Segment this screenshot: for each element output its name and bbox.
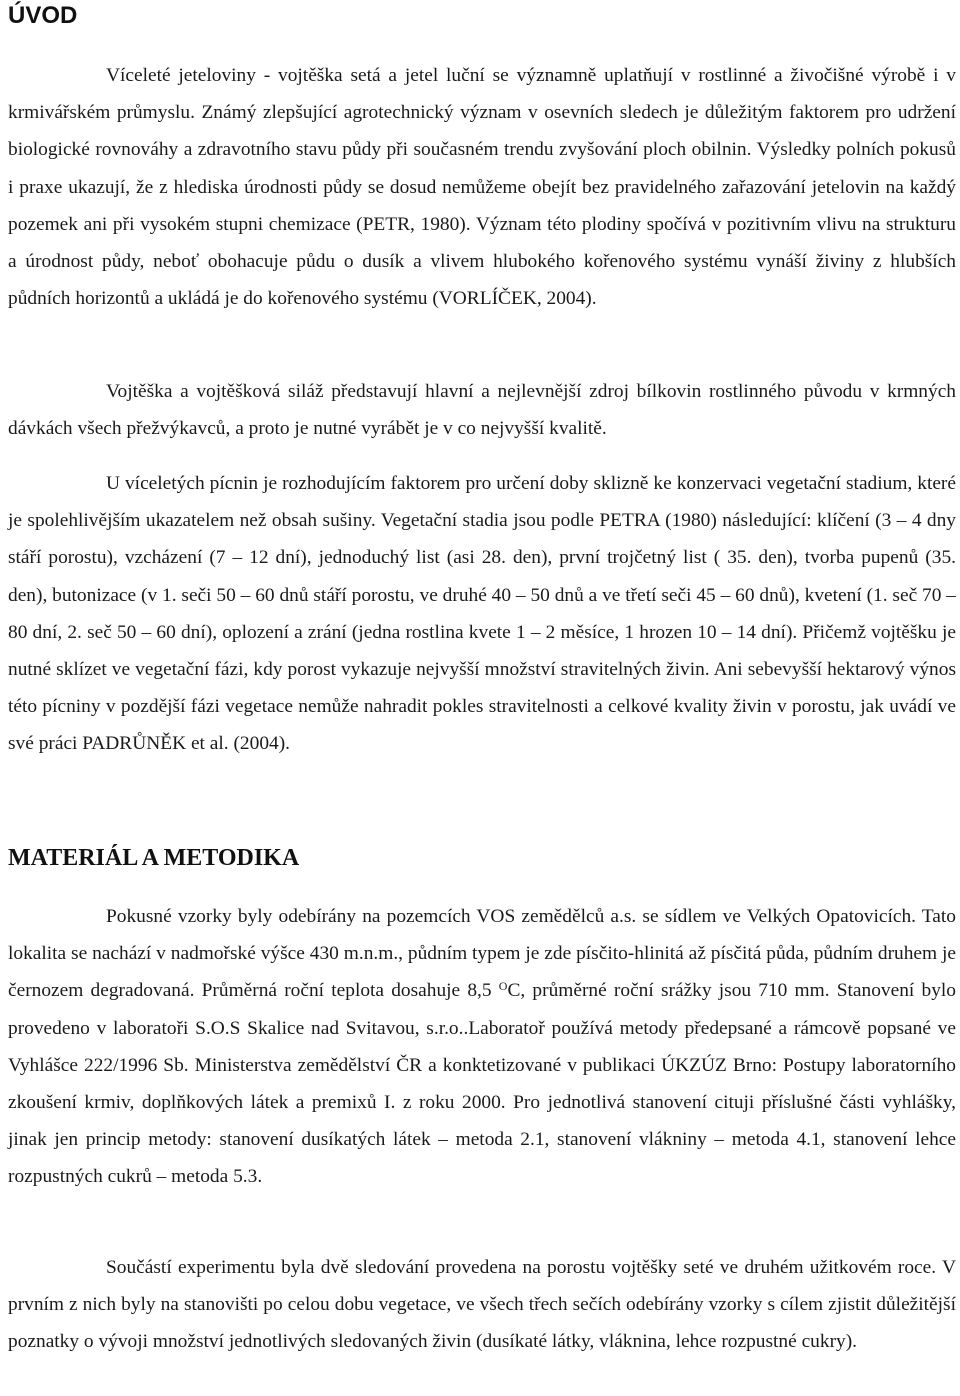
- section-heading-uvod: ÚVOD: [8, 2, 78, 29]
- paragraph-metodika-2: Součástí experimentu byla dvě sledování provedena na porostu vojtěšky seté ve druhém užitkovém roce. V prvním z nich byly na stanovišti po celou dobu vegetace, ve všech třech sečích odebírány vzorky s cílem zjistit důležitější poznatky o vývoji množství jednotlivých sledovaných živin (dusíkaté látky, vláknina, lehce rozpustné cukry).: [8, 1257, 956, 1353]
- paragraph-uvod-2: Vojtěška a vojtěšková siláž představují hlavní a nejlevnější zdroj bílkovin rostlinného původu v krmných dávkách všech přežvýkavců, a proto je nutné vyrábět je v co nejvyšší kvalitě.: [8, 381, 956, 440]
- paragraph-metodika-1: [8, 898, 956, 1196]
- paragraph-metodika-1-part-a: Pokusné vzorky byly odebírány na pozemcích VOS zemědělců a.s. se sídlem ve Velkých Opatovicích. Tato lokalita se nachází v nadmořské výšce 430 m.n.m., půdním typem je zde písčito-hlinitá až písčitá půda, půdním druhem je černozem degradovaná. Průměrná roční teplota dosahuje 8,5: [8, 906, 956, 1002]
- section-heading-metodika: MATERIÁL A METODIKA: [8, 845, 300, 871]
- paragraph-metodika-1-part-b: C, průměrné roční srážky jsou 710 mm. Stanovení bylo provedeno v laboratoři S.O.S Skalice nad Svitavou, s.r.o..Laboratoř používá metody předepsané a rámcově popsané ve Vyhlášce 222/1996 Sb. Ministerstva zemědělství ČR a konktetizované v publikaci ÚKZÚZ Brno: Postupy laboratorního zkoušení krmiv, doplňkových látek a premixů I. z roku 2000. Pro jednotlivá stanovení cituji příslušné části vyhlášky, jinak jen princip metody: stanovení dusíkatých látek – metoda 2.1, stanovení vlákniny – metoda 4.1, stanovení lehce rozpustných cukrů – metoda 5.3.: [8, 980, 956, 1188]
- degree-superscript: O: [498, 979, 508, 994]
- paragraph-uvod-1: Víceleté jeteloviny - vojtěška setá a jetel luční se významně uplatňují v rostlinné a živočišné výrobě i v krmivářském průmyslu. Známý zlepšující agrotechnický význam v osevních sledech je důležitým faktorem pro udržení biologické rovnováhy a zdravotního stavu půdy při současném trendu zvyšování ploch obilnin. Výsledky polních pokusů i praxe ukazují, že z hlediska úrodnosti půdy se dosud nemůžeme obejít bez pravidelného zařazování jetelovin na každý pozemek ani při vysokém stupni chemizace (PETR, 1980). Význam této plodiny spočívá v pozitivním vlivu na strukturu a úrodnost půdy, neboť obohacuje půdu o dusík a vlivem hlubokého kořenového systému vynáší živiny z hlubších půdních horizontů a ukládá je do kořenového systému (VORLÍČEK, 2004).: [8, 65, 956, 310]
- paragraph-uvod-3: U víceletých pícnin je rozhodujícím faktorem pro určení doby sklizně ke konzervaci vegetační stadium, které je spolehlivějším ukazatelem než obsah sušiny. Vegetační stadia jsou podle PETRA (1980) následující: klíčení (3 – 4 dny stáří porostu), vzcházení (7 – 12 dní), jednoduchý list (asi 28. den), první trojčetný list ( 35. den), tvorba pupenů (35. den), butonizace (v 1. seči 50 – 60 dnů stáří porostu, ve druhé 40 – 50 dnů a ve třetí seči 45 – 60 dnů), kvetení (1. seč 70 – 80 dní, 2. seč 50 – 60 dní), oplození a zrání (jedna rostlina kvete 1 – 2 měsíce, 1 hrozen 10 – 14 dní). Přičemž vojtěšku je nutné sklízet ve vegetační fázi, kdy porost vykazuje nejvyšší množství stravitelných živin. Ani sebevyšší hektarový výnos této pícniny v pozdější fázi vegetace nemůže nahradit pokles stravitelnosti a celkové kvality živin v porostu, jak uvádí ve své práci PADRŮNĚK et al. (2004).: [8, 473, 956, 755]
